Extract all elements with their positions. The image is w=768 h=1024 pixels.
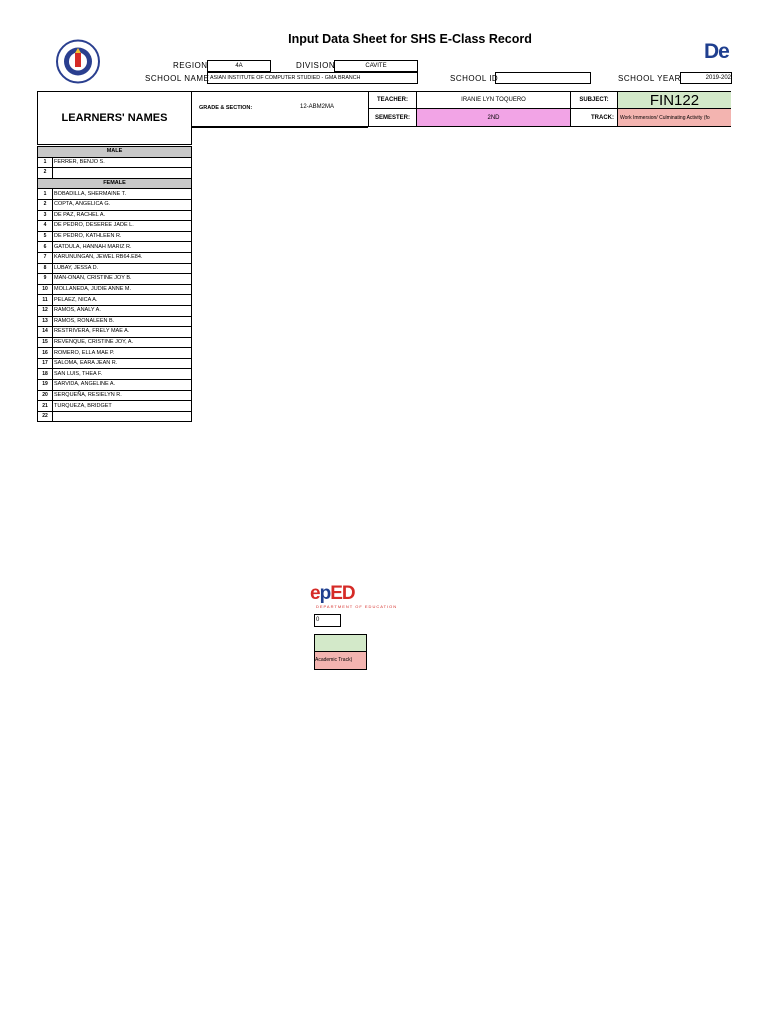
grade-section-label: GRADE & SECTION:: [191, 91, 368, 127]
learner-row: [38, 189, 192, 200]
female-section-label: FEMALE: [38, 178, 192, 189]
learner-name-cell[interactable]: PELAEZ, NICA A.: [53, 295, 192, 306]
learner-number: 5: [38, 231, 53, 242]
subject-value[interactable]: FIN122: [617, 91, 731, 109]
learner-number: 15: [38, 337, 53, 348]
fragment-track-cell[interactable]: Academic Track): [314, 652, 367, 670]
learner-name-cell[interactable]: RESTRIVERA, FRELY MAE A.: [53, 327, 192, 338]
region-field[interactable]: 4A: [207, 60, 271, 72]
learner-number: 9: [38, 274, 53, 285]
learner-row: [38, 168, 192, 179]
deped-logo: De: [704, 40, 729, 63]
learner-number: 8: [38, 263, 53, 274]
learner-row: [38, 284, 192, 295]
learner-row: [38, 348, 192, 359]
learner-row: [38, 401, 192, 412]
learner-number: 4: [38, 221, 53, 232]
learner-number: 18: [38, 369, 53, 380]
learner-name-cell[interactable]: GATDULA, HANNAH MARIZ R.: [53, 242, 192, 253]
division-field[interactable]: CAVITE: [334, 60, 418, 72]
learner-name-cell[interactable]: [53, 411, 192, 422]
learner-row: [38, 252, 192, 263]
learner-name-cell[interactable]: DE PAZ, RACHEL A.: [53, 210, 192, 221]
learner-number: 7: [38, 252, 53, 263]
learner-row: [38, 380, 192, 391]
learner-row: [38, 327, 192, 338]
track-label: TRACK:: [570, 108, 618, 127]
learner-row: [38, 221, 192, 232]
learner-name-cell[interactable]: RAMOS, RONALEEN B.: [53, 316, 192, 327]
division-label: DIVISION: [296, 61, 336, 70]
grade-section-divider: [191, 127, 368, 128]
male-section-label: MALE: [38, 147, 192, 158]
school-name-label: SCHOOL NAME: [145, 74, 210, 83]
learner-number: 20: [38, 390, 53, 401]
learner-row: [38, 337, 192, 348]
learner-name-cell[interactable]: RAMOS, ANALY A.: [53, 305, 192, 316]
learner-number: 6: [38, 242, 53, 253]
region-label: REGION: [173, 61, 208, 70]
learner-number: 22: [38, 411, 53, 422]
learner-row: [38, 157, 192, 168]
learner-name-cell[interactable]: COPTA, ANGELICA G.: [53, 199, 192, 210]
school-name-field[interactable]: ASIAN INSTITUTE OF COMPUTER STUDIED - GMA BRANCH: [207, 72, 418, 84]
learner-number: 21: [38, 401, 53, 412]
deped-seal-logo: [50, 39, 106, 84]
fragment-subject-cell[interactable]: [314, 634, 367, 652]
deped-fragment-subtitle: DEPARTMENT OF EDUCATION: [316, 604, 398, 609]
deped-fragment-logo: epED: [310, 583, 355, 604]
learner-name-cell[interactable]: [53, 168, 192, 179]
teacher-value[interactable]: IRANIE LYN TOQUERO: [416, 91, 571, 109]
learner-number: 2: [38, 168, 53, 179]
track-value[interactable]: Work Immersion/ Culminating Activity (fo: [617, 108, 731, 127]
learner-number: 12: [38, 305, 53, 316]
learner-number: 14: [38, 327, 53, 338]
learner-name-cell[interactable]: MOLLANEDA, JUDIE ANNE M.: [53, 284, 192, 295]
learner-row: [38, 390, 192, 401]
learner-name-cell[interactable]: REVENQUE, CRISTINE JOY, A.: [53, 337, 192, 348]
school-id-label: SCHOOL ID: [450, 74, 499, 83]
learner-row: [38, 316, 192, 327]
learner-number: 11: [38, 295, 53, 306]
semester-label: SEMESTER:: [368, 108, 417, 127]
male-section-row: [38, 147, 192, 158]
learner-number: 3: [38, 210, 53, 221]
learner-name-cell[interactable]: ROMERO, ELLA MAE P.: [53, 348, 192, 359]
fragment-year-box[interactable]: 0: [314, 614, 341, 627]
learner-row: [38, 305, 192, 316]
subject-label: SUBJECT:: [570, 91, 618, 109]
learner-row: [38, 369, 192, 380]
learner-row: [38, 274, 192, 285]
sheet-title: Input Data Sheet for SHS E-Class Record: [288, 32, 532, 46]
learner-name-cell[interactable]: SAN LUIS, THEA F.: [53, 369, 192, 380]
learner-row: [38, 411, 192, 422]
learners-names-header: LEARNERS' NAMES: [37, 91, 192, 145]
school-year-label: SCHOOL YEAR: [618, 74, 681, 83]
learner-row: [38, 358, 192, 369]
learner-name-cell[interactable]: SARVIDA, ANGELINE A.: [53, 380, 192, 391]
learners-table: [37, 146, 192, 422]
learner-row: [38, 210, 192, 221]
learner-row: [38, 295, 192, 306]
learner-name-cell[interactable]: LUBAY, JESSA D.: [53, 263, 192, 274]
teacher-label: TEACHER:: [368, 91, 417, 109]
learner-row: [38, 231, 192, 242]
learner-row: [38, 199, 192, 210]
learner-name-cell[interactable]: SALOMA, EARA JEAN R.: [53, 358, 192, 369]
learner-number: 1: [38, 189, 53, 200]
semester-value[interactable]: 2ND: [416, 108, 571, 127]
learner-name-cell[interactable]: FERRER, BENJO S.: [53, 157, 192, 168]
learner-number: 13: [38, 316, 53, 327]
school-year-field[interactable]: 2019-202: [680, 72, 732, 84]
learner-name-cell[interactable]: SERQUEÑA, RESIELYN R.: [53, 390, 192, 401]
learner-name-cell[interactable]: MAN-ONAN, CRISTINE JOY B.: [53, 274, 192, 285]
learner-number: 17: [38, 358, 53, 369]
learner-name-cell[interactable]: KARUNUNGAN, JEWEL RB64.E84.: [53, 252, 192, 263]
learner-row: [38, 242, 192, 253]
learner-name-cell[interactable]: TURQUEZA, BRIDGET: [53, 401, 192, 412]
learner-name-cell[interactable]: DE PEDRO, DESEREE JADE L.: [53, 221, 192, 232]
learner-number: 16: [38, 348, 53, 359]
learner-number: 1: [38, 157, 53, 168]
grade-section-value[interactable]: 12-ABM2MA: [299, 104, 334, 110]
learner-name-cell[interactable]: DE PEDRO, KATHLEEN R.: [53, 231, 192, 242]
learner-row: [38, 263, 192, 274]
learner-number: 19: [38, 380, 53, 391]
learner-number: 10: [38, 284, 53, 295]
learner-number: 2: [38, 199, 53, 210]
female-section-row: [38, 178, 192, 189]
school-id-field[interactable]: [495, 72, 591, 84]
learner-name-cell[interactable]: BOBADILLA, SHERMAINE T.: [53, 189, 192, 200]
